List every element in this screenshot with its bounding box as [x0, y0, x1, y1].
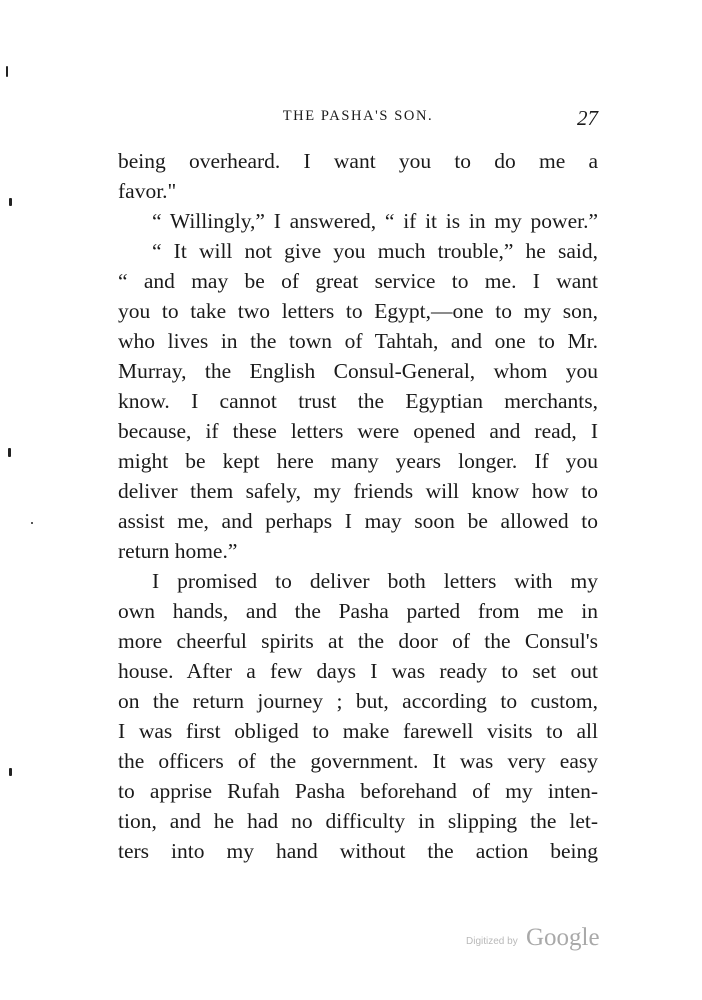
running-head: THE PASHA'S SON.: [282, 108, 434, 124]
text-line: tion, and he had no difficulty in slipping the let-: [118, 809, 598, 833]
text-line: “ It will not give you much trouble,” he said,: [152, 239, 598, 263]
text-line: “ and may be of great service to me. I want: [118, 269, 598, 293]
page-header: [118, 106, 598, 130]
scan-speck: [31, 522, 33, 524]
text-line: “ Willingly,” I answered, “ if it is in my power.”: [152, 209, 598, 233]
scan-speck: [9, 198, 12, 206]
text-line: know. I cannot trust the Egyptian merchants,: [118, 389, 598, 413]
text-line: more cheerful spirits at the door of the Consul's: [118, 629, 598, 653]
scan-speck: [6, 66, 8, 77]
text-line: you to take two letters to Egypt,—one to my son,: [118, 299, 598, 323]
text-line: to apprise Rufah Pasha beforehand of my inten-: [118, 779, 598, 803]
text-line: because, if these letters were opened and read, I: [118, 419, 598, 443]
text-line: I promised to deliver both letters with my: [152, 569, 598, 593]
text-line: deliver them safely, my friends will know how to: [118, 479, 598, 503]
text-line: who lives in the town of Tahtah, and one to Mr.: [118, 329, 598, 353]
text-line: Murray, the English Consul-General, whom you: [118, 359, 598, 383]
text-line: I was first obliged to make farewell visits to all: [118, 719, 598, 743]
google-logo: Google: [526, 924, 600, 951]
digitized-by-label: Digitized by: [466, 936, 518, 947]
page-body: [118, 146, 598, 866]
text-line: on the return journey ; but, according to custom,: [118, 689, 598, 713]
text-line: being overheard. I want you to do me a: [118, 149, 598, 173]
page-number: 27: [577, 106, 598, 130]
text-line: ters into my hand without the action being: [118, 839, 598, 863]
text-line: own hands, and the Pasha parted from me in: [118, 599, 598, 623]
text-line: might be kept here many years longer. If you: [118, 449, 598, 473]
google-watermark: [466, 924, 616, 958]
text-line: return home.”: [118, 539, 238, 563]
text-line: favor.": [118, 179, 177, 203]
scan-speck: [9, 768, 12, 776]
scan-speck: [8, 448, 11, 457]
text-line: house. After a few days I was ready to set out: [118, 659, 598, 683]
text-line: assist me, and perhaps I may soon be allowed to: [118, 509, 598, 533]
text-line: the officers of the government. It was very easy: [118, 749, 598, 773]
